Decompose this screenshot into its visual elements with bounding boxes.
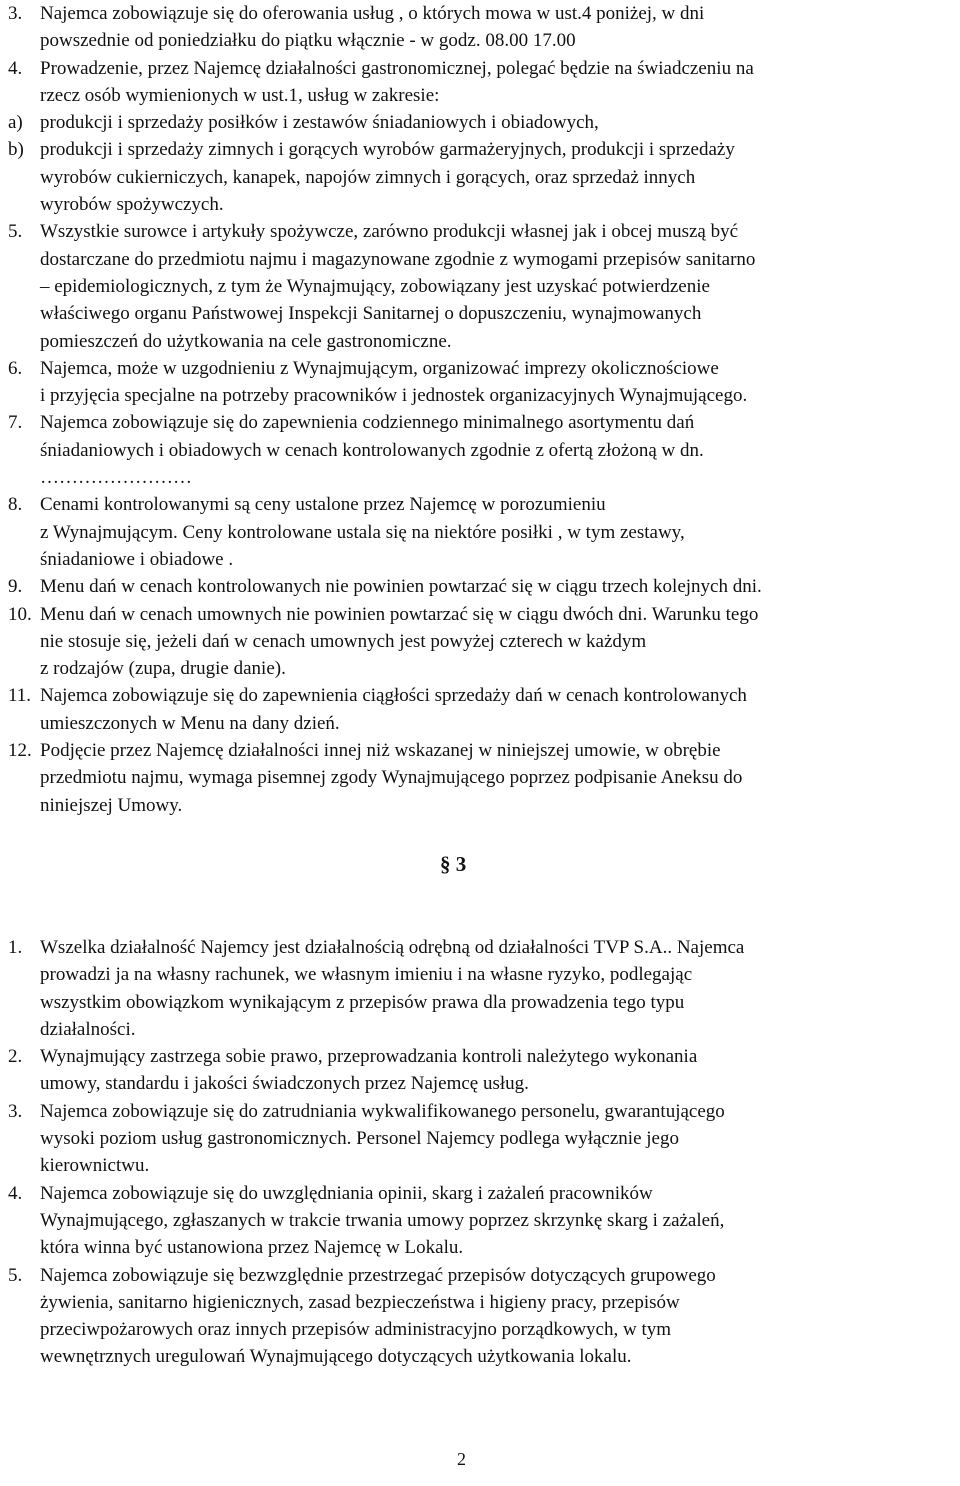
clause-item bbox=[8, 136, 954, 218]
clause-line: wysoki poziom usług gastronomicznych. Personel Najemcy podlega wyłącznie jego bbox=[40, 1128, 679, 1150]
clause-item bbox=[8, 1043, 954, 1098]
clause-item bbox=[8, 109, 954, 136]
clause-item bbox=[8, 355, 954, 410]
clause-number: 8. bbox=[8, 494, 23, 516]
clause-line: wyrobów spożywczych. bbox=[40, 194, 224, 216]
clause-item bbox=[8, 573, 954, 600]
clause-number: 9. bbox=[8, 576, 23, 598]
clause-line: produkcji i sprzedaży posiłków i zestawów śniadaniowych i obiadowych, bbox=[40, 112, 599, 134]
clause-line: przeciwpożarowych oraz innych przepisów administracyjno porządkowych, w tym bbox=[40, 1319, 672, 1341]
clause-line: Wynajmującego, zgłaszanych w trakcie trwania umowy poprzez skrzynkę skarg i zażaleń, bbox=[40, 1209, 725, 1231]
clause-line: umowy, standardu i jakości świadczonych przez Najemcę usług. bbox=[40, 1073, 529, 1095]
clause-line: właściwego organu Państwowej Inspekcji Sanitarnej o dopuszczeniu, wynajmowanych bbox=[40, 303, 702, 325]
clause-line: wyrobów cukierniczych, kanapek, napojów zimnych i gorących, oraz sprzedaż innych bbox=[40, 166, 696, 188]
clause-line: Najemca zobowiązuje się do uwzględniania opinii, skarg i zażaleń pracowników bbox=[40, 1182, 653, 1204]
clause-item bbox=[8, 1098, 954, 1180]
clause-line: Najemca zobowiązuje się do zapewnienia ciągłości sprzedaży dań w cenach kontrolowanych bbox=[40, 685, 747, 707]
clause-number: 1. bbox=[8, 937, 23, 958]
clause-item bbox=[8, 601, 954, 683]
clause-line: Menu dań w cenach kontrolowanych nie powinien powtarzać się w ciągu trzech kolejnych dni. bbox=[40, 576, 762, 598]
clause-line: – epidemiologicznych, z tym że Wynajmujący, zobowiązany jest uzyskać potwierdzenie bbox=[40, 275, 710, 297]
clause-line: Najemca, może w uzgodnieniu z Wynajmującym, organizować imprezy okolicznościowe bbox=[40, 357, 719, 379]
clause-number: 6. bbox=[8, 357, 23, 379]
clause-line: produkcji i sprzedaży zimnych i gorących wyrobów garmażeryjnych, produkcji i sprzedaży bbox=[40, 139, 735, 161]
clause-line: Najemca zobowiązuje się do zapewnienia codziennego minimalnego asortymentu dań bbox=[40, 412, 695, 434]
clause-number: 5. bbox=[8, 221, 23, 243]
clause-item bbox=[8, 409, 954, 491]
clause-item bbox=[8, 1180, 954, 1262]
clause-line: Najemca zobowiązuje się bezwzględnie przestrzegać przepisów dotyczących grupowego bbox=[40, 1264, 716, 1286]
clause-line: pomieszczeń do użytkowania na cele gastronomiczne. bbox=[40, 330, 452, 352]
clause-line: prowadzi ja na własny rachunek, we własnym imieniu i na własne ryzyko, podlegając bbox=[40, 964, 693, 986]
clause-item bbox=[8, 491, 954, 573]
clause-line: żywienia, sanitarno higienicznych, zasad bezpieczeństwa i higieny pracy, przepisów bbox=[40, 1291, 680, 1313]
clause-number: 7. bbox=[8, 412, 23, 434]
clause-line: z rodzajów (zupa, drugie danie). bbox=[40, 658, 286, 680]
clause-line: Podjęcie przez Najemcę działalności innej niż wskazanej w niniejszej umowie, w obrębie bbox=[40, 740, 721, 762]
clause-line: Cenami kontrolowanymi są ceny ustalone przez Najemcę w porozumieniu bbox=[40, 494, 606, 516]
clause-item bbox=[8, 0, 954, 55]
clause-line: działalności. bbox=[40, 1018, 136, 1040]
clause-line: Prowadzenie, przez Najemcę działalności gastronomicznej, polegać będzie na świadczeniu na bbox=[40, 57, 754, 79]
clause-number: 4. bbox=[8, 1182, 23, 1204]
clause-item bbox=[8, 934, 954, 1043]
clause-line: powszednie od poniedziałku do piątku włącznie - w godz. 08.00 17.00 bbox=[40, 30, 576, 52]
clause-line: dostarczane do przedmiotu najmu i magazynowane zgodnie z wymogami przepisów sanitarno bbox=[40, 248, 756, 270]
clause-item bbox=[8, 737, 954, 819]
clause-line: Najemca zobowiązuje się do zatrudniania wykwalifikowanego personelu, gwarantującego bbox=[40, 1100, 725, 1122]
section-heading: § 3 bbox=[440, 852, 467, 876]
clause-line: Menu dań w cenach umownych nie powinien powtarzać się w ciągu dwóch dni. Warunku tego bbox=[40, 603, 759, 625]
clause-line: wewnętrznych uregulowań Wynajmującego dotyczących użytkowania lokalu. bbox=[40, 1346, 632, 1368]
clause-line: i przyjęcia specjalne na potrzeby pracowników i jednostek organizacyjnych Wynajmującego. bbox=[40, 385, 748, 407]
clause-number: 3. bbox=[8, 3, 23, 24]
clause-number: a) bbox=[8, 112, 23, 134]
clause-line: przedmiotu najmu, wymaga pisemnej zgody Wynajmującego poprzez podpisanie Aneksu do bbox=[40, 767, 743, 789]
clause-line: …………………… bbox=[40, 467, 192, 489]
clause-number: 11. bbox=[8, 685, 32, 707]
clause-line: Najemca zobowiązuje się do oferowania usług , o których mowa w ust.4 poniżej, w dni bbox=[40, 3, 705, 24]
clause-line: śniadaniowe i obiadowe . bbox=[40, 548, 234, 570]
clause-line: wszystkim obowiązkom wynikającym z przepisów prawa dla prowadzenia tego typu bbox=[40, 991, 685, 1013]
page-number: 2 bbox=[457, 1449, 466, 1469]
clause-line: Wszystkie surowce i artykuły spożywcze, zarówno produkcji własnej jak i obcej muszą być bbox=[40, 221, 739, 243]
clause-line: kierownictwu. bbox=[40, 1155, 150, 1177]
clause-number: 2. bbox=[8, 1046, 23, 1068]
clause-number: b) bbox=[8, 139, 24, 161]
clause-line: rzecz osób wymienionych w ust.1, usług w zakresie: bbox=[40, 84, 440, 106]
clause-line: niniejszej Umowy. bbox=[40, 794, 183, 816]
clause-line: z Wynajmującym. Ceny kontrolowane ustala się na niektóre posiłki , w tym zestawy, bbox=[40, 521, 685, 543]
clauses-list-section-3 bbox=[0, 934, 960, 1371]
clause-item bbox=[8, 218, 954, 354]
clause-line: śniadaniowych i obiadowych w cenach kontrolowanych zgodnie z ofertą złożoną w dn. bbox=[40, 439, 704, 461]
clause-item bbox=[8, 1262, 954, 1371]
clause-number: 3. bbox=[8, 1100, 23, 1122]
clause-line: Wynajmujący zastrzega sobie prawo, przeprowadzania kontroli należytego wykonania bbox=[40, 1046, 698, 1068]
clause-number: 5. bbox=[8, 1264, 23, 1286]
clause-line: nie stosuje się, jeżeli dań w cenach umownych jest powyżej czterech w każdym bbox=[40, 630, 647, 652]
clause-number: 4. bbox=[8, 57, 23, 79]
clause-item bbox=[8, 55, 954, 110]
clause-line: Wszelka działalność Najemcy jest działalnością odrębną od działalności TVP S.A.. Najemca bbox=[40, 937, 745, 958]
clause-item bbox=[8, 682, 954, 737]
clause-line: która winna być ustanowiona przez Najemcę w Lokalu. bbox=[40, 1237, 464, 1259]
clause-number: 10. bbox=[8, 603, 32, 625]
clause-line: umieszczonych w Menu na dany dzień. bbox=[40, 712, 340, 734]
clause-number: 12. bbox=[8, 740, 32, 762]
